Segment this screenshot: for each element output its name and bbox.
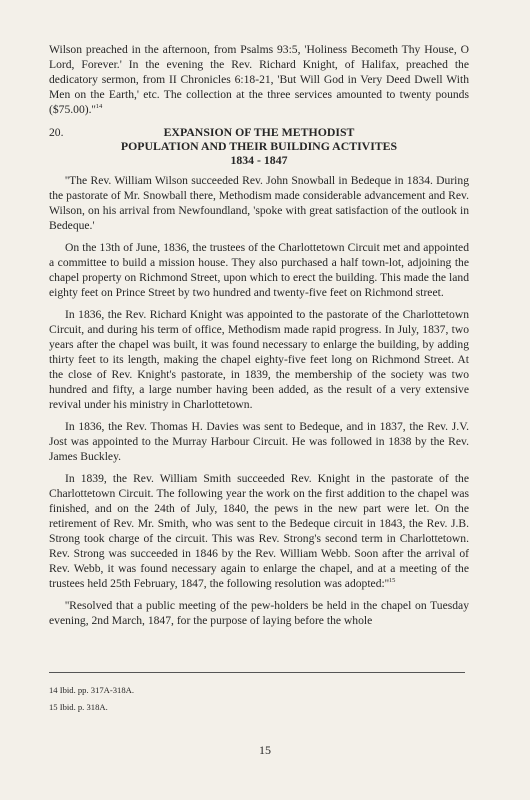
paragraph-davies: In 1836, the Rev. Thomas H. Davies was sent to Bedeque, and in 1837, the Rev. J.V. Jost was appointed to the Murray Harbour Circuit. He was followed in 1838 by the Rev. James Buckley. xyxy=(49,420,469,463)
section-heading xyxy=(49,125,469,167)
footnotes xyxy=(49,682,134,716)
footnote-ref-14: 14 xyxy=(95,103,103,111)
opening-paragraph-text: Wilson preached in the afternoon, from Psalms 93:5, 'Holiness Becometh Thy House, O Lord, Forever.' In the evening the Rev. Richard Knight, of Halifax, preached the dedicatory sermon, from II Chronicles 6:18-21, 'But Will God in Very Deed Dwell With Men on the Earth,' etc. The collection at the three services amounted to twenty pounds ($75.00).'' xyxy=(49,43,469,116)
paragraph-knight: In 1836, the Rev. Richard Knight was appointed to the pastorate of the Charlottetown Circuit, and during his term of office, Methodism made rapid progress. In July, 1837, two years after the chapel was built, it was found necessary to enlarge the building, by adding thirty feet to its length, making the chapel eighty-five feet long on Richmond Street. At the close of Rev. Knight's pastorate, in 1839, the membership of the society was two hundred and fifty, a large number having been added, as the result of a very extensive revival under his ministry in Charlottetown. xyxy=(49,308,469,411)
paragraph-smith-text: In 1839, the Rev. William Smith succeeded Rev. Knight in the pastorate of the Charlottetown Circuit. The following year the work on the first addition to the chapel was finished, and on the 24th of July, 1840, the pews in the new part were let. On the retirement of Rev. Mr. Smith, who was sent to the Bedeque circuit in 1843, the Rev. J.B. Strong took charge of the circuit. This was Rev. Strong's second term in Charlottetown. Rev. Strong was succeeded in 1846 by the Rev. William Webb. Soon after the arrival of Rev. Webb, it was found necessary again to enlarge the chapel, and at a meeting of the trustees held 25th February, 1847, the following resolution was adopted:'' xyxy=(49,472,469,590)
paragraph-resolution: ''Resolved that a public meeting of the pew-holders be held in the chapel on Tuesday evening, 2nd March, 1847, for the purpose of laying before the whole xyxy=(49,599,469,627)
paragraph-smith xyxy=(49,471,469,591)
footnote-15: 15 Ibid. p. 318A. xyxy=(49,702,108,712)
page-number: 15 xyxy=(259,743,271,757)
footnote-14: 14 Ibid. pp. 317A-318A. xyxy=(49,685,134,695)
paragraph-wilson: ''The Rev. William Wilson succeeded Rev. John Snowball in Bedeque in 1834. During the pastorate of Mr. Snowball there, Methodism made considerable advancement and Rev. Wilson, on his arrival from Newfoundland, 'spoke with great satisfaction of the outlook in Bedeque.' xyxy=(49,174,469,232)
section-title-line-1: EXPANSION OF THE METHODIST xyxy=(163,125,355,139)
section-number: 20. xyxy=(49,126,64,139)
footnote-divider xyxy=(49,672,465,673)
body-text xyxy=(49,42,469,635)
section-title-line-2: POPULATION AND THEIR BUILDING ACTIVITES xyxy=(120,139,398,153)
footnote-ref-15: 15 xyxy=(388,577,396,585)
paragraph-mission-house: On the 13th of June, 1836, the trustees of the Charlottetown Circuit met and appointed a committee to build a mission house. They also purchased a half town-lot, adjoining the chapel property on Richmond Street, upon which to erect the building. This made the land eighty feet on Prince Street by two hundred and twenty-five feet on Richmond street. xyxy=(49,241,469,299)
section-years: 1834 - 1847 xyxy=(230,153,288,167)
opening-paragraph xyxy=(49,42,469,117)
